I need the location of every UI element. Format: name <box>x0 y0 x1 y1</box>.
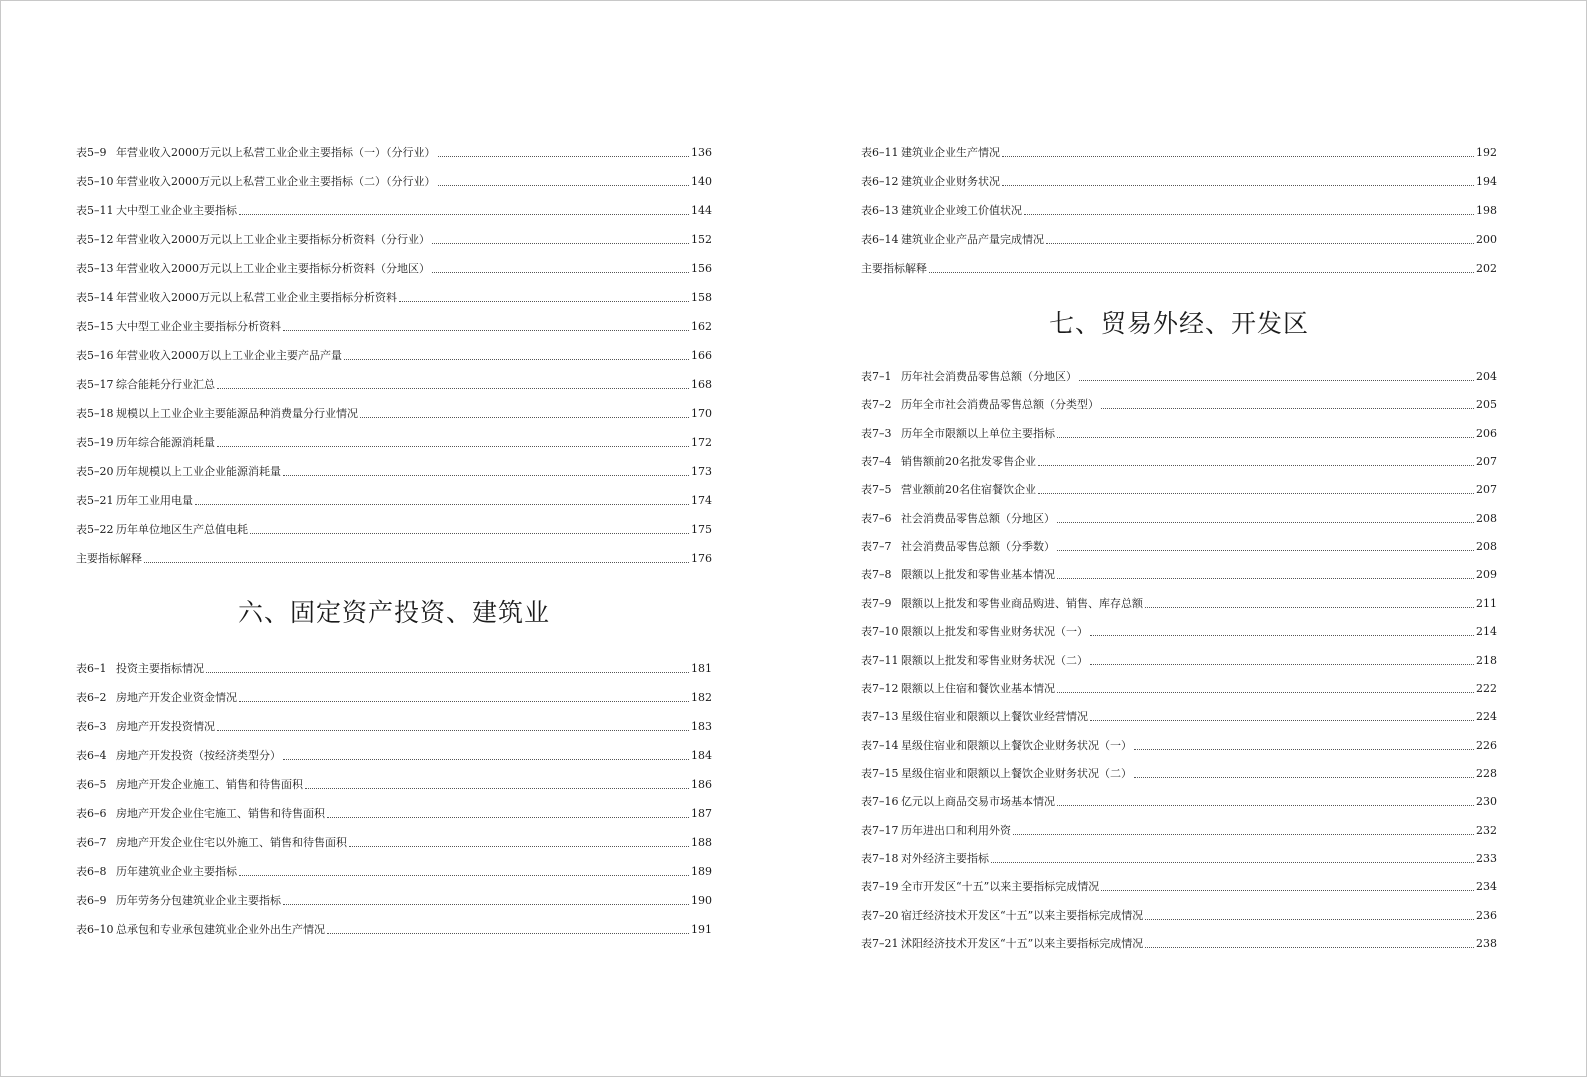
toc-entry-code: 表7–11 <box>861 653 899 667</box>
toc-dot-leader <box>432 243 689 244</box>
toc-dot-leader <box>1002 185 1474 186</box>
toc-dot-leader <box>1090 635 1474 636</box>
toc-entry-title: 星级住宿业和限额以上餐饮企业财务状况（二） <box>901 766 1132 780</box>
toc-entry[interactable] <box>861 619 1497 639</box>
toc-dot-leader <box>239 214 689 215</box>
toc-entry[interactable] <box>861 704 1497 724</box>
toc-entry-page-number: 208 <box>1476 540 1497 554</box>
toc-entry-code: 表5–18 <box>76 407 114 420</box>
toc-entry-page-number: 208 <box>1476 511 1497 525</box>
toc-entry[interactable] <box>76 714 712 734</box>
toc-entry-title: 对外经济主要指标 <box>901 851 989 865</box>
toc-entry-title: 房地产开发投资（按经济类型分） <box>116 749 281 762</box>
toc-entry[interactable] <box>76 430 712 450</box>
toc-entry-page-number: 191 <box>691 923 712 936</box>
toc-entry-page-number: 206 <box>1476 426 1497 440</box>
toc-dot-leader <box>432 272 689 273</box>
toc-entry-title: 建筑业企业产品产量完成情况 <box>901 233 1044 246</box>
toc-entry-page-number: 214 <box>1476 625 1497 639</box>
toc-entry-page-number: 218 <box>1476 653 1497 667</box>
toc-dot-leader <box>1038 465 1474 466</box>
toc-entry-title: 星级住宿业和限额以上餐饮企业财务状况（一） <box>901 738 1132 752</box>
toc-entry-page-number: 189 <box>691 865 712 878</box>
toc-entry-title: 房地产开发企业资金情况 <box>116 691 237 704</box>
toc-entry-title: 综合能耗分行业汇总 <box>116 378 215 391</box>
toc-entry-title: 建筑业企业竣工价值状况 <box>901 204 1022 217</box>
toc-entry-page-number: 236 <box>1476 908 1497 922</box>
toc-entry-page-number: 194 <box>1476 175 1497 188</box>
toc-dot-leader <box>1046 243 1474 244</box>
toc-entry-page-number: 152 <box>691 233 712 246</box>
toc-entry-code: 表5–17 <box>76 378 114 391</box>
toc-entry-code: 表5–20 <box>76 465 114 478</box>
toc-entry-title: 房地产开发企业施工、销售和待售面积 <box>116 778 303 791</box>
toc-entry[interactable] <box>76 917 712 937</box>
toc-entry-page-number: 209 <box>1476 568 1497 582</box>
toc-entry-code: 表6–13 <box>861 204 899 217</box>
toc-entry-page-number: 222 <box>1476 681 1497 695</box>
toc-entry-code: 表7–20 <box>861 908 899 922</box>
toc-entry-title: 历年规模以上工业企业能源消耗量 <box>116 465 281 478</box>
toc-dot-leader <box>327 933 689 934</box>
toc-dot-leader <box>1057 578 1474 579</box>
toc-entry[interactable] <box>861 818 1497 838</box>
toc-entry-page-number: 182 <box>691 691 712 704</box>
toc-entry-page-number: 198 <box>1476 204 1497 217</box>
toc-entry-title: 限额以上批发和零售业财务状况（一） <box>901 625 1088 639</box>
toc-entry-code: 表7–21 <box>861 937 899 950</box>
toc-dot-leader <box>349 846 689 847</box>
toc-entry[interactable] <box>861 733 1497 753</box>
toc-entry-code: 表5–22 <box>76 523 114 536</box>
toc-entry-code: 表6–9 <box>76 894 107 907</box>
toc-entry-code: 表5–11 <box>76 204 114 217</box>
toc-entry-page-number: 211 <box>1476 596 1497 610</box>
toc-entry-title: 年营业收入2000万元以上工业企业主要指标分析资料（分行业） <box>116 233 430 246</box>
toc-dot-leader <box>1024 214 1474 215</box>
section-heading-6: 六、固定资产投资、建筑业 <box>237 598 550 627</box>
toc-entry-title: 大中型工业企业主要指标分析资料 <box>116 320 281 333</box>
toc-entry[interactable] <box>861 846 1497 866</box>
toc-entry-page-number: 166 <box>691 349 712 362</box>
toc-entry-code: 表6–4 <box>76 749 107 762</box>
toc-entry-code: 表7–6 <box>861 511 892 525</box>
toc-entry-title: 投资主要指标情况 <box>116 662 204 675</box>
toc-dot-leader <box>1134 749 1474 750</box>
toc-entry-page-number: 226 <box>1476 738 1497 752</box>
toc-dot-leader <box>217 388 689 389</box>
toc-entry-title: 历年综合能源消耗量 <box>116 436 215 449</box>
toc-dot-leader <box>1013 834 1474 835</box>
toc-entry-title: 主要指标解释 <box>76 552 142 565</box>
toc-dot-leader <box>305 788 689 789</box>
toc-entry[interactable] <box>861 364 1497 384</box>
toc-entry-page-number: 168 <box>691 378 712 391</box>
toc-dot-leader <box>1079 380 1474 381</box>
toc-entry-code: 表6–6 <box>76 807 107 820</box>
toc-entry-page-number: 170 <box>691 407 712 420</box>
toc-entry[interactable] <box>76 227 712 247</box>
toc-entry-title: 营业额前20名住宿餐饮企业 <box>901 483 1036 497</box>
toc-entry-code: 表5–16 <box>76 349 114 362</box>
toc-entry[interactable] <box>76 285 712 305</box>
toc-entry-code: 表6–2 <box>76 691 107 704</box>
toc-entry-title: 建筑业企业生产情况 <box>901 146 1000 159</box>
toc-entry-page-number: 156 <box>691 262 712 275</box>
left-toc-column <box>76 1 712 1078</box>
toc-entry-title: 总承包和专业承包建筑业企业外出生产情况 <box>116 923 325 936</box>
toc-dot-leader <box>1090 720 1474 721</box>
toc-entry-page-number: 230 <box>1476 795 1497 809</box>
toc-entry-page-number: 200 <box>1476 233 1497 246</box>
toc-entry-title: 历年工业用电量 <box>116 494 193 507</box>
toc-dot-leader <box>1057 805 1474 806</box>
toc-entry-page-number: 233 <box>1476 851 1497 865</box>
toc-entry-code: 表5–12 <box>76 233 114 246</box>
toc-entry[interactable] <box>76 256 712 276</box>
toc-entry-title: 年营业收入2000万元以上私营工业企业主要指标（二）（分行业） <box>116 175 436 188</box>
toc-entry[interactable] <box>76 859 712 879</box>
toc-entry-code: 表7–1 <box>861 370 892 383</box>
toc-entry-title: 房地产开发投资情况 <box>116 720 215 733</box>
toc-entry-page-number: 186 <box>691 778 712 791</box>
toc-entry[interactable] <box>76 372 712 392</box>
toc-entry-code: 表6–12 <box>861 175 899 188</box>
toc-dot-leader <box>206 672 689 673</box>
toc-entry-title: 历年建筑业企业主要指标 <box>116 865 237 878</box>
toc-entry[interactable] <box>76 198 712 218</box>
toc-entry-code: 表6–5 <box>76 778 107 791</box>
toc-entry-title: 销售额前20名批发零售企业 <box>901 455 1036 469</box>
toc-dot-leader <box>1057 522 1474 523</box>
toc-entry-code: 表7–19 <box>861 880 899 894</box>
toc-entry-title: 房地产开发企业住宅以外施工、销售和待售面积 <box>116 836 347 849</box>
toc-entry-code: 表5–19 <box>76 436 114 449</box>
toc-entry[interactable] <box>76 140 712 160</box>
toc-entry-code: 表6–14 <box>861 233 899 246</box>
toc-dot-leader <box>1101 890 1474 891</box>
toc-entry-title: 社会消费品零售总额（分地区） <box>901 511 1055 525</box>
toc-entry-code: 表6–3 <box>76 720 107 733</box>
toc-entry-code: 表5–21 <box>76 494 114 507</box>
toc-entry-title: 星级住宿业和限额以上餐饮业经营情况 <box>901 710 1088 724</box>
toc-entry-code: 表7–4 <box>861 455 892 469</box>
toc-entry-code: 表5–14 <box>76 291 114 304</box>
toc-entry[interactable] <box>861 761 1497 781</box>
toc-dot-leader <box>438 156 690 157</box>
toc-entry-page-number: 175 <box>691 523 712 536</box>
toc-entry[interactable] <box>861 789 1497 809</box>
toc-entry-title: 社会消费品零售总额（分季数） <box>901 540 1055 554</box>
toc-entry-page-number: 158 <box>691 291 712 304</box>
toc-dot-leader <box>217 446 689 447</box>
toc-entry[interactable] <box>76 169 712 189</box>
toc-entry-title: 限额以上批发和零售业财务状况（二） <box>901 653 1088 667</box>
toc-entry-title: 建筑业企业财务状况 <box>901 175 1000 188</box>
toc-entry-code: 表7–8 <box>861 568 892 582</box>
section-heading-7: 七、贸易外经、开发区 <box>1048 309 1309 338</box>
toc-entry-page-number: 234 <box>1476 880 1497 894</box>
toc-entry-code: 表6–8 <box>76 865 107 878</box>
toc-entry-page-number: 183 <box>691 720 712 733</box>
toc-entry-page-number: 187 <box>691 807 712 820</box>
toc-entry-code: 表7–13 <box>861 710 899 724</box>
toc-entry-code: 表6–11 <box>861 146 899 159</box>
toc-dot-leader <box>283 904 689 905</box>
toc-entry-page-number: 144 <box>691 204 712 217</box>
toc-entry[interactable] <box>861 874 1497 894</box>
toc-entry[interactable] <box>861 931 1497 951</box>
toc-entry-page-number: 224 <box>1476 710 1497 724</box>
toc-entry-page-number: 207 <box>1476 455 1497 469</box>
toc-dot-leader <box>1101 408 1474 409</box>
toc-entry-title: 年营业收入2000万元以上私营工业企业主要指标（一）（分行业） <box>116 146 436 159</box>
toc-entry-title: 亿元以上商品交易市场基本情况 <box>901 795 1055 809</box>
toc-entry-page-number: 238 <box>1476 937 1497 950</box>
toc-dot-leader <box>344 359 689 360</box>
toc-dot-leader <box>250 533 689 534</box>
toc-entry-title: 限额以上批发和零售业商品购进、销售、库存总额 <box>901 596 1143 610</box>
toc-entry-page-number: 188 <box>691 836 712 849</box>
toc-entry-title: 房地产开发企业住宅施工、销售和待售面积 <box>116 807 325 820</box>
toc-entry-code: 表7–17 <box>861 823 899 837</box>
toc-entry-page-number: 202 <box>1476 262 1497 275</box>
toc-dot-leader <box>1090 664 1474 665</box>
toc-entry-page-number: 136 <box>691 146 712 159</box>
toc-entry[interactable] <box>861 198 1497 218</box>
toc-entry-code: 表7–10 <box>861 625 899 639</box>
toc-dot-leader <box>1145 919 1474 920</box>
toc-entry[interactable] <box>76 888 712 908</box>
toc-entry[interactable] <box>861 449 1497 469</box>
toc-entry-page-number: 192 <box>1476 146 1497 159</box>
toc-entry-page-number: 162 <box>691 320 712 333</box>
toc-dot-leader <box>217 730 689 731</box>
toc-entry[interactable] <box>76 772 712 792</box>
toc-dot-leader <box>1134 777 1474 778</box>
toc-dot-leader <box>1038 493 1474 494</box>
toc-entry-page-number: 172 <box>691 436 712 449</box>
toc-entry[interactable] <box>861 140 1497 160</box>
toc-entry[interactable] <box>861 477 1497 497</box>
toc-entry-title: 沭阳经济技术开发区“十五”以来主要指标完成情况 <box>901 937 1144 950</box>
toc-entry-code: 表7–5 <box>861 483 892 497</box>
toc-entry[interactable] <box>76 401 712 421</box>
toc-dot-leader <box>283 475 689 476</box>
toc-entry-page-number: 140 <box>691 175 712 188</box>
toc-entry-page-number: 176 <box>691 552 712 565</box>
toc-entry[interactable] <box>76 685 712 705</box>
toc-entry-code: 表6–7 <box>76 836 107 849</box>
toc-entry-code: 表7–2 <box>861 398 892 412</box>
toc-entry-code: 表7–15 <box>861 766 899 780</box>
toc-entry-page-number: 190 <box>691 894 712 907</box>
toc-entry-code: 表5–13 <box>76 262 114 275</box>
toc-dot-leader <box>327 817 689 818</box>
toc-entry-page-number: 228 <box>1476 766 1497 780</box>
toc-dot-leader <box>438 185 690 186</box>
toc-entry[interactable] <box>861 591 1497 611</box>
toc-entry-page-number: 174 <box>691 494 712 507</box>
toc-entry-title: 限额以上住宿和餐饮业基本情况 <box>901 681 1055 695</box>
toc-entry[interactable] <box>76 656 712 676</box>
toc-entry-title: 全市开发区“十五”以来主要指标完成情况 <box>901 880 1100 894</box>
toc-entry-code: 表5–15 <box>76 320 114 333</box>
toc-entry[interactable] <box>76 517 712 537</box>
toc-entry[interactable] <box>76 459 712 479</box>
toc-entry-page-number: 232 <box>1476 823 1497 837</box>
toc-entry-title: 历年全市社会消费品零售总额（分类型） <box>901 398 1099 412</box>
toc-dot-leader <box>1057 550 1474 551</box>
toc-dot-leader <box>1057 437 1474 438</box>
toc-dot-leader <box>991 862 1474 863</box>
toc-entry-page-number: 173 <box>691 465 712 478</box>
toc-entry[interactable] <box>861 256 1497 276</box>
toc-entry-code: 表7–12 <box>861 681 899 695</box>
toc-entry[interactable] <box>76 343 712 363</box>
toc-dot-leader <box>1145 607 1474 608</box>
toc-entry[interactable] <box>76 314 712 334</box>
toc-entry-page-number: 184 <box>691 749 712 762</box>
toc-entry-code: 表7–9 <box>861 596 892 610</box>
toc-dot-leader <box>144 562 689 563</box>
toc-entry-title: 历年全市限额以上单位主要指标 <box>901 426 1055 440</box>
toc-entry-code: 表5–9 <box>76 146 107 159</box>
toc-entry[interactable] <box>861 392 1497 412</box>
toc-entry[interactable] <box>76 830 712 850</box>
toc-entry-code: 表5–10 <box>76 175 114 188</box>
toc-entry[interactable] <box>76 801 712 821</box>
toc-dot-leader <box>929 272 1474 273</box>
toc-entry-code: 表6–10 <box>76 923 114 936</box>
toc-entry-title: 年营业收入2000万元以上工业企业主要指标分析资料（分地区） <box>116 262 430 275</box>
toc-entry[interactable] <box>76 546 712 566</box>
toc-entry-code: 表7–7 <box>861 540 892 554</box>
toc-entry[interactable] <box>861 227 1497 247</box>
toc-entry-title: 大中型工业企业主要指标 <box>116 204 237 217</box>
toc-entry-code: 表7–18 <box>861 851 899 865</box>
toc-entry-title: 规模以上工业企业主要能源品种消费量分行业情况 <box>116 407 358 420</box>
toc-dot-leader <box>399 301 689 302</box>
toc-entry-page-number: 207 <box>1476 483 1497 497</box>
toc-entry-page-number: 205 <box>1476 398 1497 412</box>
toc-entry[interactable] <box>861 648 1497 668</box>
toc-entry[interactable] <box>861 506 1497 526</box>
toc-dot-leader <box>360 417 689 418</box>
toc-entry-code: 表7–3 <box>861 426 892 440</box>
toc-entry-page-number: 181 <box>691 662 712 675</box>
toc-entry-title: 历年单位地区生产总值电耗 <box>116 523 248 536</box>
toc-entry-title: 宿迁经济技术开发区“十五”以来主要指标完成情况 <box>901 908 1144 922</box>
toc-dot-leader <box>239 875 689 876</box>
toc-dot-leader <box>283 759 689 760</box>
toc-entry[interactable] <box>861 903 1497 923</box>
toc-entry[interactable] <box>861 421 1497 441</box>
toc-dot-leader <box>283 330 689 331</box>
toc-dot-leader <box>1057 692 1474 693</box>
toc-dot-leader <box>239 701 689 702</box>
toc-entry[interactable] <box>76 488 712 508</box>
toc-entry-title: 年营业收入2000万以上工业企业主要产品产量 <box>116 349 342 362</box>
toc-entry-title: 主要指标解释 <box>861 262 927 275</box>
toc-dot-leader <box>1002 156 1474 157</box>
toc-entry-title: 限额以上批发和零售业基本情况 <box>901 568 1055 582</box>
right-toc-column <box>861 1 1497 1078</box>
toc-entry-code: 表7–14 <box>861 738 899 752</box>
toc-entry[interactable] <box>861 562 1497 582</box>
toc-entry[interactable] <box>861 169 1497 189</box>
toc-entry-title: 历年劳务分包建筑业企业主要指标 <box>116 894 281 907</box>
toc-entry[interactable] <box>861 534 1497 554</box>
toc-entry-code: 表6–1 <box>76 662 107 675</box>
toc-entry-title: 年营业收入2000万元以上私营工业企业主要指标分析资料 <box>116 291 397 304</box>
toc-dot-leader <box>1145 947 1474 948</box>
toc-entry-title: 历年社会消费品零售总额（分地区） <box>901 370 1077 383</box>
toc-entry[interactable] <box>861 676 1497 696</box>
toc-entry[interactable] <box>76 743 712 763</box>
toc-entry-code: 表7–16 <box>861 795 899 809</box>
toc-dot-leader <box>195 504 689 505</box>
toc-entry-title: 历年进出口和利用外资 <box>901 823 1011 837</box>
toc-entry-page-number: 204 <box>1476 370 1497 383</box>
